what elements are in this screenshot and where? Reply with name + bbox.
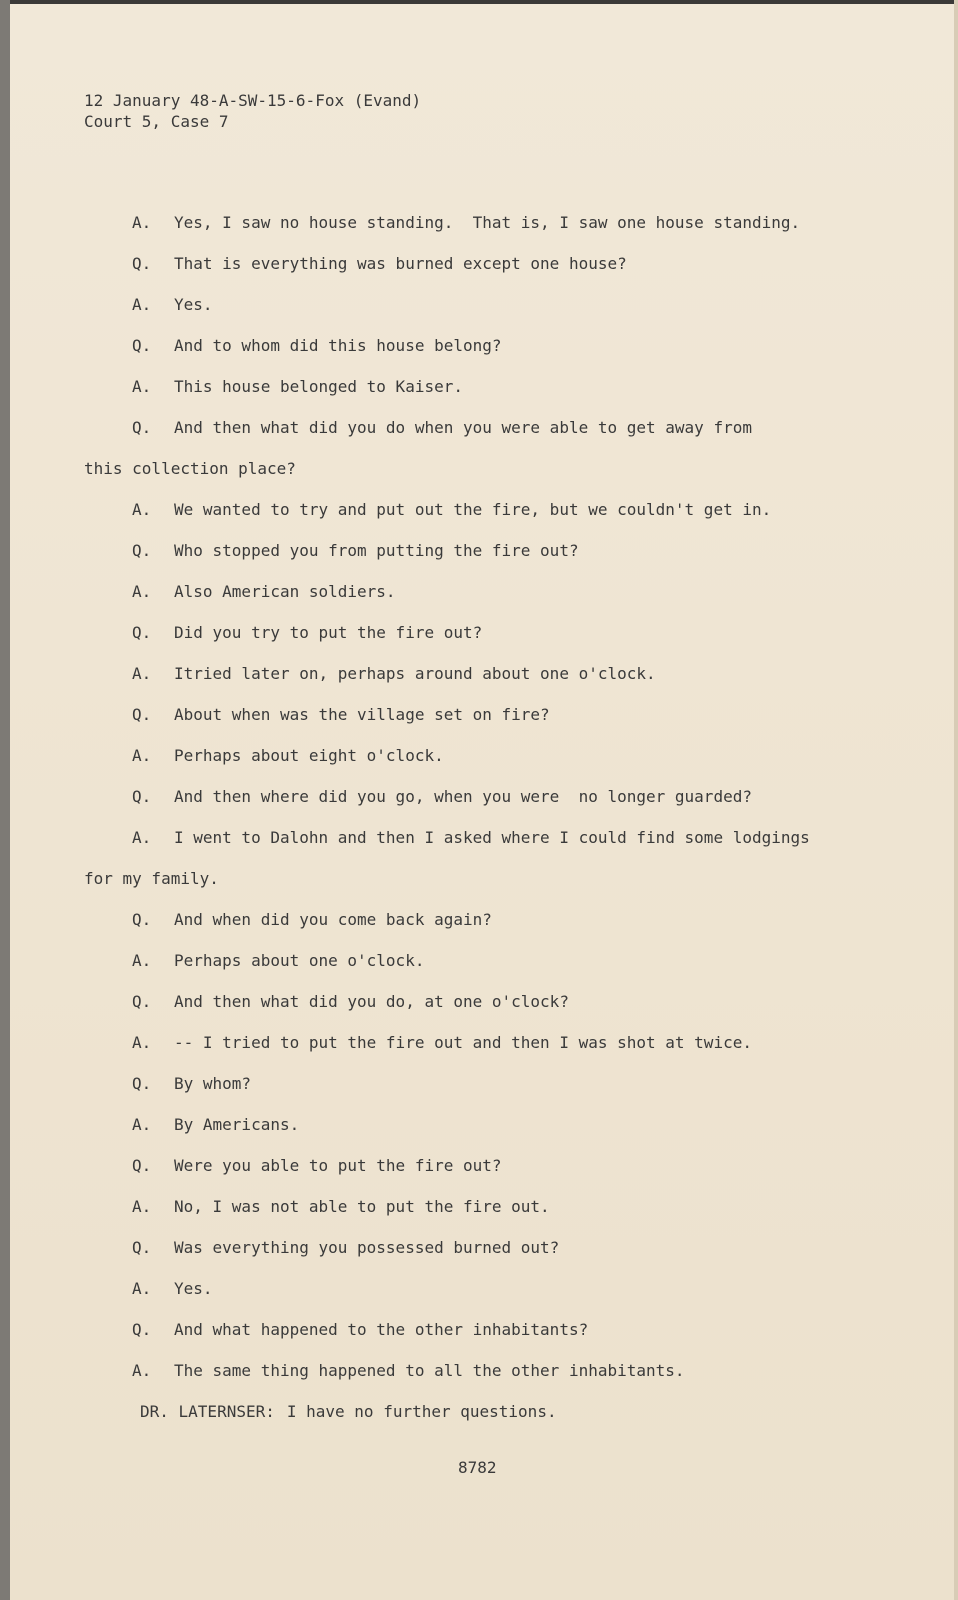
speaker-label: Q. [132, 705, 152, 724]
line-text: Yes. [174, 1279, 213, 1298]
transcript-line [132, 1033, 752, 1053]
line-text: And what happened to the other inhabitants? [174, 1320, 589, 1339]
line-text: By whom? [174, 1074, 252, 1093]
line-text: This house belonged to Kaiser. [174, 377, 463, 396]
speaker-label: DR. LATERNSER: [140, 1402, 275, 1421]
speaker-label: Q. [132, 1320, 152, 1339]
line-text: this collection place? [84, 459, 296, 478]
transcript-line [132, 336, 502, 356]
line-text: That is everything was burned except one house? [174, 254, 627, 273]
line-text: Also American soldiers. [174, 582, 396, 601]
line-text: By Americans. [174, 1115, 300, 1134]
line-text: And to whom did this house belong? [174, 336, 502, 355]
speaker-label: A. [132, 582, 152, 601]
transcript-line [132, 1115, 299, 1135]
line-text: Was everything you possessed burned out? [174, 1238, 560, 1257]
speaker-label: Q. [132, 541, 152, 560]
line-text: Perhaps about one o'clock. [174, 951, 425, 970]
line-text: Yes, I saw no house standing. That is, I saw one house standing. [174, 213, 801, 232]
speaker-label: Q. [132, 254, 152, 273]
transcript-line [132, 910, 492, 930]
speaker-label: A. [132, 1361, 152, 1380]
line-text: And then what did you do when you were able to get away from [174, 418, 752, 437]
speaker-label: A. [132, 1279, 152, 1298]
speaker-label: Q. [132, 1074, 152, 1093]
transcript-line [132, 213, 800, 233]
transcript-line [132, 1238, 559, 1258]
page-left-edge [0, 0, 10, 1600]
line-text: About when was the village set on fire? [174, 705, 550, 724]
header-line-date: 12 January 48-A-SW-15-6-Fox (Evand) [84, 91, 422, 110]
page-number: 8782 [458, 1458, 497, 1477]
line-text: I have no further questions. [286, 1402, 557, 1421]
line-text: The same thing happened to all the other inhabitants. [174, 1361, 685, 1380]
speaker-label: Q. [132, 336, 152, 355]
transcript-line [132, 1279, 213, 1299]
line-text: Yes. [174, 295, 213, 314]
speaker-label: A. [132, 664, 152, 683]
transcript-line [140, 1402, 557, 1422]
speaker-label: Q. [132, 910, 152, 929]
speaker-label: A. [132, 1033, 152, 1052]
line-text: Itried later on, perhaps around about one o'clock. [174, 664, 656, 683]
header-line-court: Court 5, Case 7 [84, 112, 229, 131]
speaker-label: A. [132, 377, 152, 396]
speaker-label: Q. [132, 992, 152, 1011]
line-text: Who stopped you from putting the fire out? [174, 541, 579, 560]
transcript-line [132, 623, 482, 643]
speaker-label: A. [132, 213, 152, 232]
transcript-line [132, 295, 213, 315]
speaker-label: A. [132, 1115, 152, 1134]
transcript-line [132, 541, 579, 561]
line-text: I went to Dalohn and then I asked where I could find some lodgings [174, 828, 810, 847]
transcript-line [132, 582, 396, 602]
transcript-line [132, 992, 569, 1012]
line-text: Did you try to put the fire out? [174, 623, 483, 642]
speaker-label: Q. [132, 787, 152, 806]
transcript-line [84, 459, 296, 479]
speaker-label: A. [132, 828, 152, 847]
line-text: We wanted to try and put out the fire, but we couldn't get in. [174, 500, 772, 519]
speaker-label: A. [132, 746, 152, 765]
line-text: Perhaps about eight o'clock. [174, 746, 444, 765]
transcript-line [132, 705, 550, 725]
transcript-line [132, 1074, 251, 1094]
transcript-line [132, 1197, 550, 1217]
transcript-line [132, 418, 752, 438]
line-text: for my family. [84, 869, 219, 888]
transcript-line [132, 377, 463, 397]
speaker-label: Q. [132, 1156, 152, 1175]
document-header [84, 90, 421, 132]
transcript-line [132, 1361, 685, 1381]
transcript-line [84, 869, 219, 889]
speaker-label: A. [132, 500, 152, 519]
line-text: No, I was not able to put the fire out. [174, 1197, 550, 1216]
transcript-line [132, 951, 424, 971]
speaker-label: Q. [132, 418, 152, 437]
transcript-line [132, 828, 810, 848]
line-text: -- I tried to put the fire out and then I was shot at twice. [174, 1033, 752, 1052]
transcript-line [132, 254, 627, 274]
transcript-line [132, 1156, 502, 1176]
speaker-label: A. [132, 295, 152, 314]
transcript-line [132, 787, 752, 807]
speaker-label: A. [132, 951, 152, 970]
page-top-edge [0, 0, 958, 4]
line-text: And then where did you go, when you were no longer guarded? [174, 787, 752, 806]
transcript-line [132, 664, 656, 684]
speaker-label: A. [132, 1197, 152, 1216]
line-text: And then what did you do, at one o'clock? [174, 992, 569, 1011]
speaker-label: Q. [132, 623, 152, 642]
page-right-edge [954, 0, 958, 1600]
transcript-line [132, 500, 771, 520]
speaker-label: Q. [132, 1238, 152, 1257]
transcript-line [132, 1320, 588, 1340]
line-text: Were you able to put the fire out? [174, 1156, 502, 1175]
transcript-line [132, 746, 444, 766]
line-text: And when did you come back again? [174, 910, 492, 929]
